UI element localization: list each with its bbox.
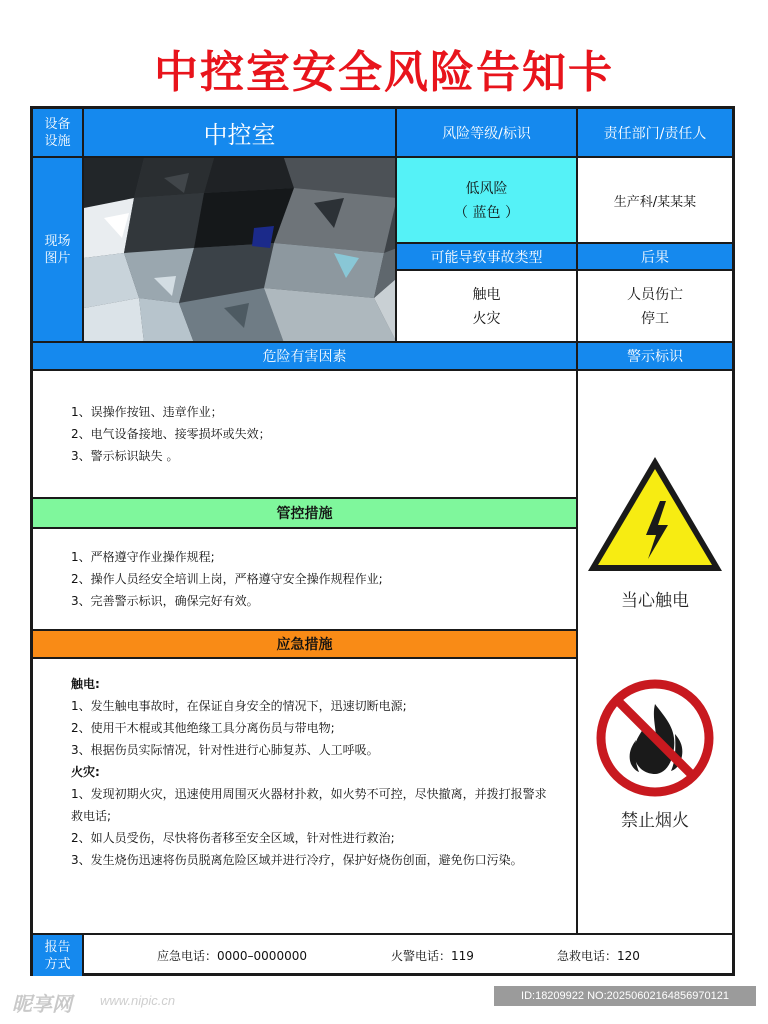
- consequence-item: 停工: [641, 311, 669, 327]
- sign1-caption: 当心触电: [621, 591, 689, 611]
- emergency-phone: 应急电话：0000–0000000: [157, 949, 307, 963]
- controls-list: [33, 529, 578, 631]
- responsible-label: 责任部门/责任人: [578, 109, 732, 158]
- fire-item: 3、发生烧伤迅速将伤员脱离危险区域并进行冷疗，保护好烧伤创面，避免伤口污染。: [71, 853, 523, 867]
- accident-type-item: 触电: [472, 287, 501, 303]
- control-item: 2、操作人员经安全培训上岗，严格遵守安全操作规程作业;: [71, 572, 383, 586]
- consequence-label: 后果: [578, 244, 732, 271]
- control-item: 3、完善警示标识，确保完好有效。: [71, 594, 259, 608]
- shock-item: 3、根据伤员实际情况，针对性进行心肺复苏、人工呼吸。: [71, 743, 379, 757]
- risk-color-value: （ 蓝色 ）: [454, 205, 519, 221]
- sign2-caption: 禁止烟火: [621, 811, 689, 831]
- fire-title: 火灾:: [71, 765, 100, 779]
- risk-notice-card: [30, 106, 735, 976]
- hazard-item: 1、误操作按钮、违章作业；: [71, 405, 223, 419]
- consequence-item: 人员伤亡: [627, 287, 683, 303]
- controls-label: 管控措施: [33, 499, 578, 529]
- emergency-content: [33, 659, 578, 935]
- control-item: 1、严格遵守作业操作规程;: [71, 550, 215, 564]
- accident-types-list: [397, 271, 578, 343]
- risk-level-value: 低风险: [465, 181, 508, 197]
- fire-item: 2、如人员受伤，尽快将伤者移至安全区域，针对性进行救治;: [71, 831, 395, 845]
- page-title: 中控室安全风险告知卡: [154, 47, 614, 98]
- risk-level-cell: [397, 158, 578, 244]
- warning-signs-label: 警示标识: [578, 343, 732, 371]
- site-photo-mosaic: [84, 158, 397, 343]
- site-photo: [84, 158, 397, 343]
- shock-item: 1、发生触电事故时，在保证自身安全的情况下，迅速切断电源;: [71, 699, 407, 713]
- shock-item: 2、使用干木棍或其他绝缘工具分离伤员与带电物;: [71, 721, 335, 735]
- fire-phone: 火警电话：119: [391, 949, 474, 963]
- facility-label: 设备 设施: [33, 109, 84, 158]
- no-fire-prohibition-icon: [578, 676, 732, 800]
- consequence-list: [578, 271, 732, 343]
- electric-shock-warning-icon: [578, 449, 732, 589]
- responsible-value: 生产科/某某某: [578, 158, 732, 244]
- facility-name: 中控室: [84, 109, 397, 158]
- hazards-label: 危险有害因素: [33, 343, 578, 371]
- accident-type-item: 火灾: [472, 311, 501, 327]
- watermark-id: ID:18209922 NO:20250602164856970121: [494, 986, 756, 1006]
- shock-title: 触电:: [71, 677, 100, 691]
- report-label: 报告 方式: [33, 935, 84, 976]
- risk-level-label: 风险等级/标识: [397, 109, 578, 158]
- hazards-list: [33, 371, 578, 499]
- fire-item: 1、发现初期火灾，迅速使用周围灭火器材扑救，如火势不可控，尽快撤离，并拨打报警求救电话;: [71, 787, 547, 823]
- hazard-item: 3、警示标识缺失 。: [71, 449, 179, 463]
- warning-signs-panel: [578, 371, 732, 935]
- accident-types-label: 可能导致事故类型: [397, 244, 578, 271]
- site-photo-label: 现场 图片: [33, 158, 84, 343]
- ambulance-phone: 急救电话：120: [557, 949, 640, 963]
- watermark-brand: 昵享网: [12, 994, 72, 1016]
- watermark-url: www.nipic.cn: [100, 993, 176, 1008]
- hazard-item: 2、电气设备接地、接零损坏或失效；: [71, 427, 271, 441]
- emergency-label: 应急措施: [33, 631, 578, 659]
- report-phones: [84, 935, 732, 976]
